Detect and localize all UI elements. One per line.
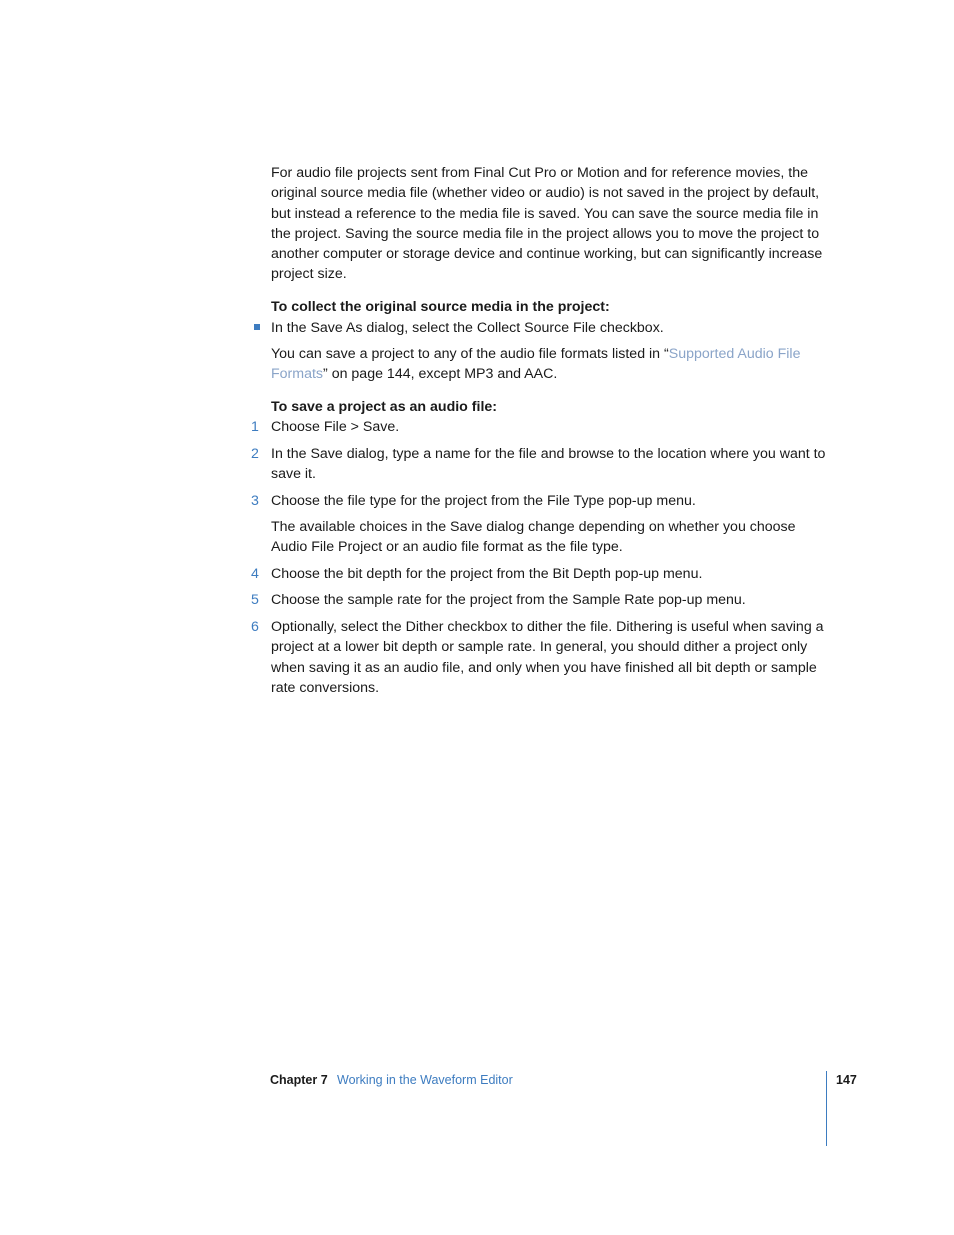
footer-divider [826, 1071, 827, 1146]
step-text: In the Save dialog, type a name for the file and browse to the location where you want to save it. [271, 446, 826, 483]
step-3-note-block [271, 517, 831, 558]
save-audio-heading: To save a project as an audio file: [271, 399, 498, 415]
step-number: 4 [251, 566, 259, 582]
step-item [271, 617, 831, 698]
step-number: 2 [251, 446, 259, 462]
intro-paragraph: For audio file projects sent from Final Cut Pro or Motion and for reference movies, the original source media file (whether video or audio) is not saved in the project by default, but instead a reference to the media file is saved. You can save the source media file in the project. Saving the source media file in the project allows you to move the project to another computer or storage device and continue working, but can significantly increase project size. [271, 165, 823, 283]
save-audio-heading-block [271, 397, 831, 417]
collect-heading: To collect the original source media in the project: [271, 299, 610, 315]
step-number: 6 [251, 619, 259, 635]
collect-heading-block [271, 297, 831, 317]
step-item [271, 590, 831, 610]
collect-note-block [271, 344, 831, 385]
step-item [271, 564, 831, 584]
collect-note [271, 344, 831, 385]
step-text: Choose File > Save. [271, 419, 400, 435]
step-item [271, 444, 831, 485]
bullet-square-icon [254, 324, 260, 330]
step-3-note: The available choices in the Save dialog change depending on whether you choose Audio File Project or an audio file format as the file type. [271, 519, 796, 556]
footer-chapter-label: Chapter 7 [270, 1073, 328, 1087]
collect-bullet-block [271, 318, 831, 338]
footer-page-number: 147 [836, 1073, 857, 1087]
intro-paragraph-block [271, 163, 831, 285]
step-number: 3 [251, 493, 259, 509]
step-number: 1 [251, 419, 259, 435]
collect-note-before: You can save a project to any of the audio file formats listed in “ [271, 346, 669, 362]
step-text: Choose the sample rate for the project from the Sample Rate pop-up menu. [271, 592, 746, 608]
step-text: Optionally, select the Dither checkbox to dither the file. Dithering is useful when saving a project at a lower bit depth or sample rate. In general, you should dither a project only when saving it as an audio file, and only when you have finished all bit depth or sample rate conversions. [271, 619, 824, 696]
supported-formats-link[interactable]: Supported Audio File Formats [271, 346, 801, 383]
step-number: 5 [251, 592, 259, 608]
collect-note-after: ” on page 144, except MP3 and AAC. [323, 366, 558, 383]
step-text: Choose the file type for the project from the File Type pop-up menu. [271, 493, 696, 509]
footer-chapter-title[interactable]: Working in the Waveform Editor [337, 1073, 513, 1087]
step-item [271, 491, 831, 511]
step-item [271, 417, 831, 437]
step-text: Choose the bit depth for the project from the Bit Depth pop-up menu. [271, 566, 703, 582]
collect-bullet-text: In the Save As dialog, select the Collect Source File checkbox. [271, 320, 664, 336]
